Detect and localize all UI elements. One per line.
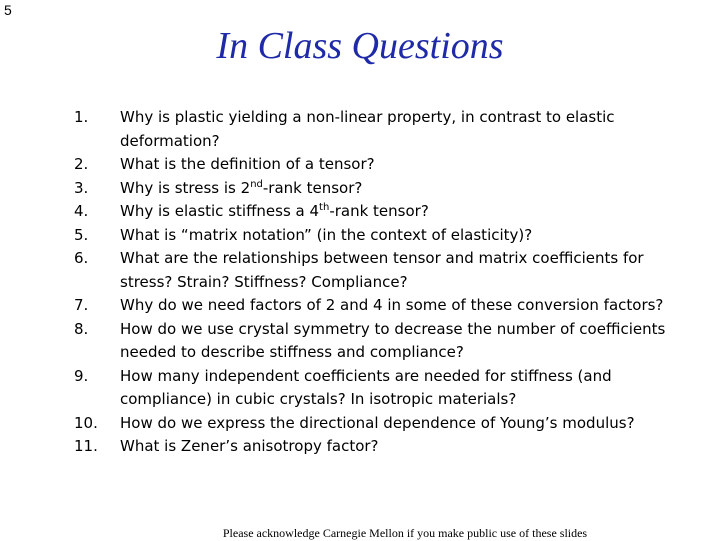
question-number: 5. (74, 225, 89, 244)
question-item (74, 177, 674, 201)
slide-title: In Class Questions (216, 25, 504, 67)
question-item (74, 153, 674, 177)
ordinal-superscript: th (319, 202, 330, 213)
question-item (74, 435, 674, 459)
question-text (120, 200, 674, 224)
question-item (74, 365, 674, 412)
question-text: What are the relationships between tensor and matrix coefficients for stress? Strain? Stiffness? Compliance? (120, 249, 644, 291)
question-number: 10. (74, 413, 98, 432)
question-number: 6. (74, 249, 89, 267)
question-text: How many independent coefficients are needed for stiffness (and compliance) in cubic crystals? In isotropic materials? (120, 366, 612, 408)
footer-acknowledgement: Please acknowledge Carnegie Mellon if you make public use of these slides (222, 526, 588, 540)
question-text-part: -rank tensor? (262, 178, 363, 197)
question-number: 11. (74, 437, 98, 455)
question-number: 3. (74, 178, 89, 197)
ordinal-superscript: nd (250, 178, 263, 190)
question-number: 4. (74, 202, 89, 220)
question-item (74, 294, 674, 318)
question-text-part: Why is stress is 2 (120, 178, 251, 197)
question-number: 1. (74, 108, 89, 126)
question-number: 9. (74, 366, 89, 385)
question-number: 8. (74, 319, 89, 338)
question-text: What is “matrix notation” (in the context of elasticity)? (120, 225, 533, 244)
question-text: What is the definition of a tensor? (120, 155, 375, 173)
question-item (74, 247, 674, 294)
question-text: Why is plastic yielding a non-linear property, in contrast to elastic deformation? (120, 108, 615, 150)
question-text (120, 177, 674, 201)
question-text: Why do we need factors of 2 and 4 in some of these conversion factors? (120, 296, 664, 314)
question-number: 2. (74, 155, 89, 173)
question-item (74, 200, 674, 224)
question-text: How do we express the directional dependence of Young’s modulus? (120, 413, 635, 432)
question-text: What is Zener’s anisotropy factor? (120, 437, 379, 455)
question-text-part: Why is elastic stiffness a 4 (120, 202, 320, 220)
page-number: 5 (4, 2, 12, 18)
question-item (74, 224, 674, 248)
question-item (74, 106, 674, 153)
question-list (74, 106, 674, 459)
question-number: 7. (74, 296, 89, 314)
question-item (74, 318, 674, 365)
question-text-part: -rank tensor? (329, 202, 429, 220)
question-text: How do we use crystal symmetry to decrease the number of coefficients needed to describe stiffness and compliance? (120, 319, 666, 361)
question-item (74, 412, 674, 436)
